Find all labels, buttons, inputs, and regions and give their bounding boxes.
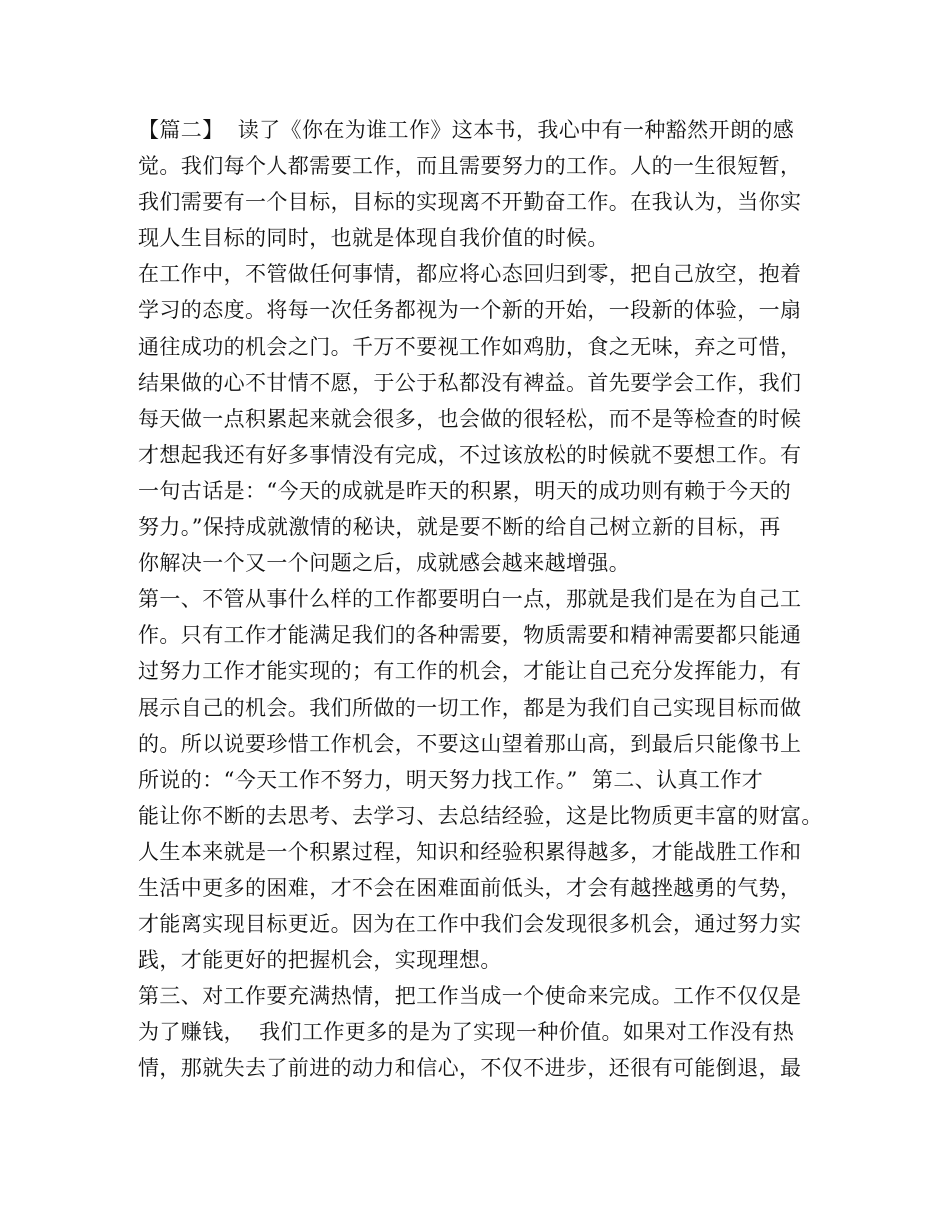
text-line-13: 你解决一个又一个问题之后，成就感会越来越增强。 <box>138 551 631 576</box>
text-line-10: 才想起我还有好多事情没有完成，不过该放松的时候就不要想工作。有 <box>138 442 802 467</box>
text-line-6: 学习的态度。将每一次任务都视为一个新的开始，一段新的体验，一扇 <box>138 298 802 323</box>
text-line-17: 展示自己的机会。我们所做的一切工作，都是为我们自己实现目标而做 <box>138 695 802 720</box>
text-line-9: 每天做一点积累起来就会很多，也会做的很轻松，而不是等检查的时候 <box>138 406 802 431</box>
text-line-15: 作。只有工作才能满足我们的各种需要，物质需要和精神需要都只能通 <box>138 623 802 648</box>
text-line-1: 【篇二】 读了《你在为谁工作》这本书，我心中有一种豁然开朗的感 <box>138 118 795 142</box>
text-line-24: 践，才能更好的把握机会，实现理想。 <box>138 948 502 973</box>
text-line-8: 结果做的心不甘情不愿，于公于私都没有裨益。首先要学会工作，我们 <box>138 370 802 395</box>
text-line-20: 能让你不断的去思考、去学习、去总结经验，这是比物质更丰富的财富。 <box>138 803 823 828</box>
text-line-7: 通往成功的机会之门。千万不要视工作如鸡肋，食之无味，弃之可惜， <box>138 334 802 359</box>
text-line-12: 努力。”保持成就激情的秘诀，就是要不断的给自己树立新的目标，再 <box>138 515 781 540</box>
text-line-25: 第三、对工作要充满热情，把工作当成一个使命来完成。工作不仅仅是 <box>138 984 802 1009</box>
text-line-4: 现人生目标的同时，也就是体现自我价值的时候。 <box>138 226 609 251</box>
text-line-26: 为了赚钱， 我们工作更多的是为了实现一种价值。如果对工作没有热 <box>138 1020 795 1045</box>
essay-body <box>138 112 828 1087</box>
text-line-23: 才能离实现目标更近。因为在工作中我们会发现很多机会，通过努力实 <box>138 912 802 937</box>
text-line-22: 生活中更多的困难，才不会在困难面前低头，才会有越挫越勇的气势， <box>138 875 802 900</box>
text-line-3: 我们需要有一个目标，目标的实现离不开勤奋工作。在我认为，当你实 <box>138 190 802 215</box>
text-line-21: 人生本来就是一个积累过程，知识和经验积累得越多，才能战胜工作和 <box>138 839 802 864</box>
text-line-16: 过努力工作才能实现的；有工作的机会，才能让自己充分发挥能力，有 <box>138 659 802 684</box>
text-line-11: 一句古话是：“今天的成就是昨天的积累，明天的成功则有赖于今天的 <box>138 478 792 503</box>
text-line-2: 觉。我们每个人都需要工作，而且需要努力的工作。人的一生很短暂， <box>138 154 802 179</box>
text-line-18: 的。所以说要珍惜工作机会，不要这山望着那山高，到最后只能像书上 <box>138 731 802 756</box>
text-line-14: 第一、不管从事什么样的工作都要明白一点，那就是我们是在为自己工 <box>138 587 802 612</box>
text-line-27: 情，那就失去了前进的动力和信心，不仅不进步，还很有可能倒退，最 <box>138 1056 802 1081</box>
text-line-5: 在工作中，不管做任何事情，都应将心态回归到零，把自己放空，抱着 <box>138 262 802 287</box>
text-line-19: 所说的：“今天工作不努力，明天努力找工作。” 第二、认真工作才 <box>138 767 764 792</box>
